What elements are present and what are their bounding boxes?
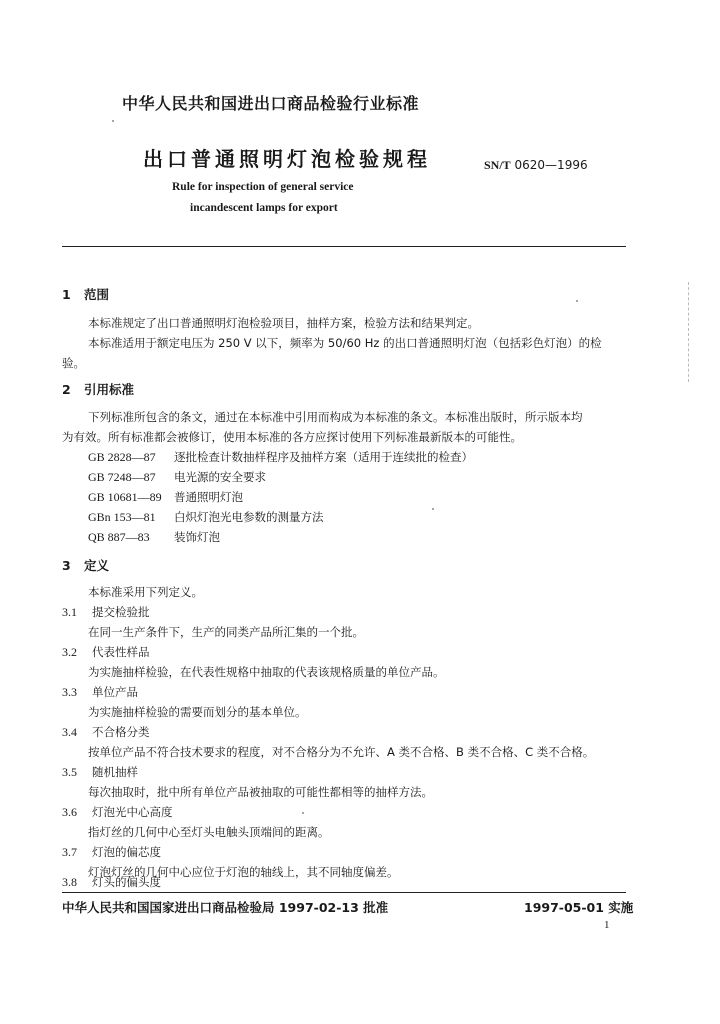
definition-number: 3.2 bbox=[62, 645, 77, 659]
definition-text: 按单位产品不符合技术要求的程度，对不合格分为不允许、A 类不合格、B 类不合格、C 类不合格。 bbox=[88, 745, 595, 759]
definition-term-label: 灯头的偏头度 bbox=[92, 875, 161, 889]
definition-term bbox=[62, 644, 150, 660]
definition-number: 3.6 bbox=[62, 805, 77, 819]
reference-item bbox=[88, 489, 243, 505]
section-1-paragraph-1: 本标准规定了出口普通照明灯泡检验项目，抽样方案，检验方法和结果判定。 bbox=[88, 316, 479, 330]
definition-term-label: 提交检验批 bbox=[92, 605, 150, 619]
definition-term-label: 不合格分类 bbox=[92, 725, 150, 739]
document-title: 出口普通照明灯泡检验规程 bbox=[143, 147, 431, 171]
reference-item bbox=[88, 529, 220, 545]
definition-term bbox=[62, 844, 161, 860]
definition-term-label: 灯泡光中心高度 bbox=[92, 805, 173, 819]
english-title-line1: Rule for inspection of general service bbox=[172, 181, 354, 193]
definition-number: 3.5 bbox=[62, 765, 77, 779]
standard-code-prefix: SN/T bbox=[484, 158, 511, 172]
section-title: 引用标准 bbox=[84, 382, 135, 397]
section-title: 范围 bbox=[84, 287, 110, 302]
section-2-heading bbox=[62, 380, 134, 398]
section-1-heading bbox=[62, 285, 109, 303]
definition-term bbox=[62, 684, 138, 700]
reference-item bbox=[88, 509, 324, 525]
section-number: 2 bbox=[62, 382, 71, 397]
scan-edge-mark bbox=[688, 282, 689, 382]
reference-item bbox=[88, 469, 266, 485]
definition-term bbox=[62, 724, 150, 740]
definition-text: 灯泡灯丝的几何中心应位于灯泡的轴线上，其不同轴度偏差。 bbox=[88, 865, 399, 879]
reference-code: GB 10681—89 bbox=[88, 490, 162, 504]
section-number: 1 bbox=[62, 287, 71, 302]
reference-title: 逐批检查计数抽样程序及抽样方案（适用于连续批的检查） bbox=[174, 450, 473, 464]
definition-text: 为实施抽样检验，在代表性规格中抽取的代表该规格质量的单位产品。 bbox=[88, 665, 445, 679]
scan-speck bbox=[576, 300, 578, 302]
header-divider bbox=[62, 246, 626, 247]
reference-code: GB 7248—87 bbox=[88, 470, 156, 484]
definition-term bbox=[62, 764, 138, 780]
reference-code: QB 887—83 bbox=[88, 530, 150, 544]
definition-term-label: 随机抽样 bbox=[92, 765, 138, 779]
definition-text: 在同一生产条件下，生产的同类产品所汇集的一个批。 bbox=[88, 625, 364, 639]
reference-title: 电光源的安全要求 bbox=[174, 470, 266, 484]
definition-term-label: 单位产品 bbox=[92, 685, 138, 699]
section-3-intro: 本标准采用下列定义。 bbox=[88, 585, 203, 599]
reference-title: 白炽灯泡光电参数的测量方法 bbox=[174, 510, 324, 524]
reference-title: 普通照明灯泡 bbox=[174, 490, 243, 504]
approval-line: 中华人民共和国国家进出口商品检验局 1997-02-13 批准 bbox=[62, 900, 389, 915]
definition-text: 每次抽取时，批中所有单位产品被抽取的可能性都相等的抽样方法。 bbox=[88, 785, 433, 799]
section-1-paragraph-2-line2: 验。 bbox=[62, 356, 85, 370]
section-2-paragraph-line2: 为有效。所有标准都会被修订，使用本标准的各方应探讨使用下列标准最新版本的可能性。 bbox=[62, 430, 522, 444]
definition-number: 3.3 bbox=[62, 685, 77, 699]
scan-speck bbox=[112, 120, 114, 122]
section-1-paragraph-2-line1: 本标准适用于额定电压为 250 V 以下，频率为 50/60 Hz 的出口普通照明灯泡（包括彩色灯泡）的检 bbox=[88, 336, 602, 350]
section-3-heading bbox=[62, 556, 109, 574]
definition-term bbox=[62, 604, 150, 620]
definition-number: 3.1 bbox=[62, 605, 77, 619]
section-number: 3 bbox=[62, 558, 71, 573]
standard-category: 中华人民共和国进出口商品检验行业标准 bbox=[122, 94, 420, 113]
standard-code bbox=[484, 158, 588, 173]
scan-speck bbox=[302, 812, 304, 814]
standard-code-number: 0620—1996 bbox=[514, 158, 588, 172]
definition-text: 为实施抽样检验的需要而划分的基本单位。 bbox=[88, 705, 307, 719]
section-2-paragraph-line1: 下列标准所包含的条文，通过在本标准中引用而构成为本标准的条文。本标准出版时，所示版本均 bbox=[88, 410, 583, 424]
definition-term bbox=[62, 804, 173, 820]
definition-text: 指灯丝的几何中心至灯头电触头顶端间的距离。 bbox=[88, 825, 330, 839]
definition-number: 3.4 bbox=[62, 725, 77, 739]
scan-speck bbox=[432, 508, 434, 510]
definition-term bbox=[62, 874, 161, 890]
definition-term-label: 灯泡的偏芯度 bbox=[92, 845, 161, 859]
reference-code: GB 2828—87 bbox=[88, 450, 156, 464]
definition-number: 3.7 bbox=[62, 845, 77, 859]
english-title-line2: incandescent lamps for export bbox=[190, 202, 338, 214]
reference-item bbox=[88, 449, 473, 465]
reference-code: GBn 153—81 bbox=[88, 510, 156, 524]
effective-date: 1997-05-01 实施 bbox=[524, 900, 634, 915]
page-number: 1 bbox=[604, 919, 610, 931]
definition-term-label: 代表性样品 bbox=[92, 645, 150, 659]
footer-divider bbox=[62, 892, 626, 893]
definition-number: 3.8 bbox=[62, 875, 77, 889]
reference-title: 装饰灯泡 bbox=[174, 530, 220, 544]
section-title: 定义 bbox=[84, 558, 110, 573]
